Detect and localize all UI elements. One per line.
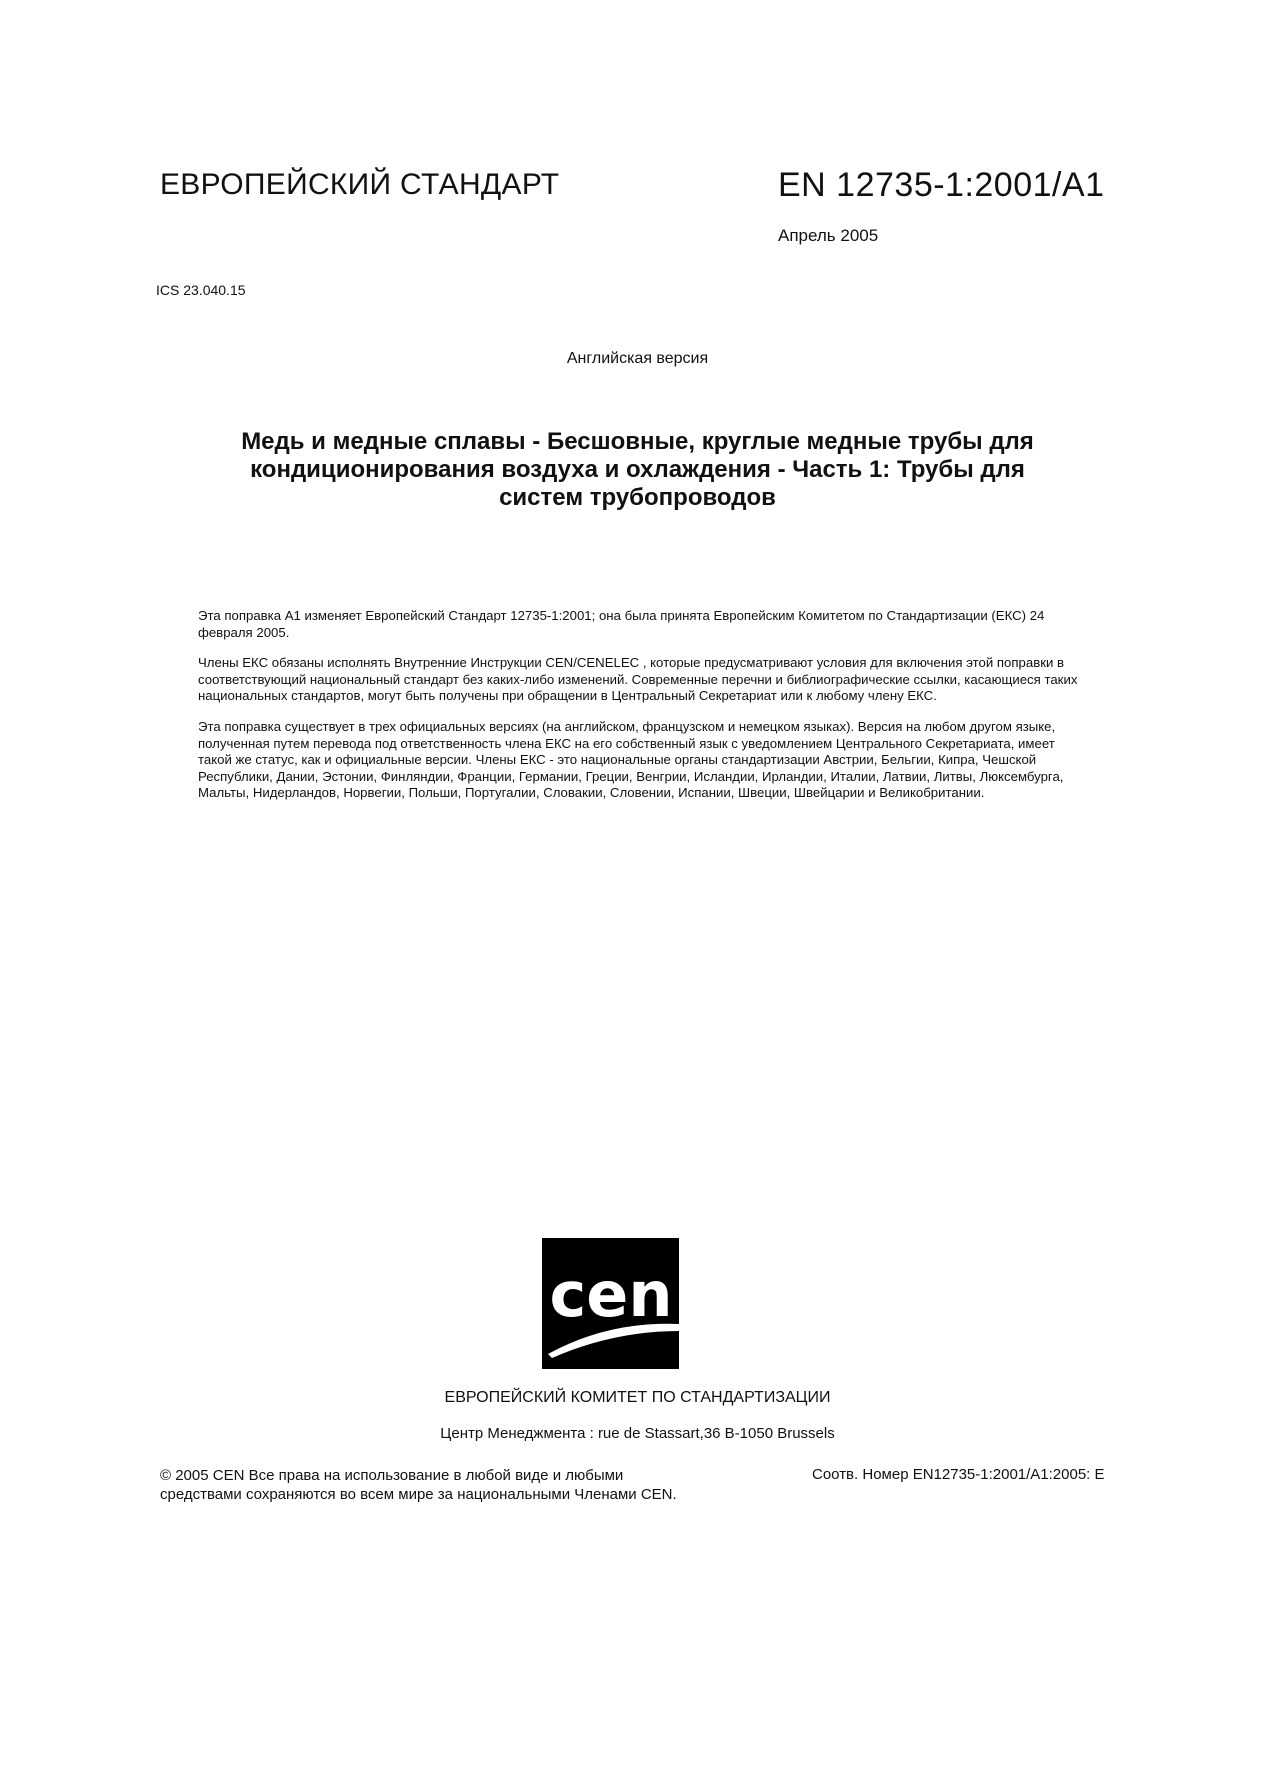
paragraph-obligations: Члены ЕКС обязаны исполнять Внутренние Инструкции CEN/CENELEC , которые предусматривают условия для включения этой поправки в соответствующий национальный стандарт без каких-либо изменений. Современные перечни и библиографические ссылки, касающиеся таких национальных стандартов, могут быть получены при обращении в Центральный Секретариат или к любому члену ЕКС. <box>198 655 1078 704</box>
body-text <box>198 608 1078 816</box>
document-type-heading: ЕВРОПЕЙСКИЙ СТАНДАРТ <box>160 168 560 201</box>
copyright-line: © 2005 CEN Все права на использование в любой виде и любыми <box>160 1467 624 1484</box>
document-title <box>200 428 1075 512</box>
copyright-line: средствами сохраняются во всем мире за национальными Членами CEN. <box>160 1486 677 1503</box>
management-address: Центр Менеджмента : rue de Stassart,36 B-1050 Brussels <box>440 1425 835 1442</box>
committee-name: ЕВРОПЕЙСКИЙ КОМИТЕТ ПО СТАНДАРТИЗАЦИИ <box>444 1389 831 1406</box>
version-note: Английская версия <box>566 350 709 367</box>
logo-text: cen <box>549 1258 673 1331</box>
publication-date: Апрель 2005 <box>778 226 879 245</box>
paragraph-versions: Эта поправка существует в трех официальных версиях (на английском, французском и немецком языках). Версия на любом другом языке, полученная путем перевода под ответственность члена ЕКС на его собственный язык с уведомлением Центрального Секретариата, имеет такой же статус, как и официальные версии. Члены ЕКС - это национальные органы стандартизации Австрии, Бельгии, Кипра, Чешской Республики, Дании, Эстонии, Финляндии, Франции, Германии, Греции, Венгрии, Исландии, Ирландии, Италии, Латвии, Литвы, Люксембурга, Мальты, Нидерландов, Норвегии, Польши, Португалии, Словакии, Словении, Испании, Швеции, Швейцарии и Великобритании. <box>198 718 1064 801</box>
title-line: Медь и медные сплавы - Бесшовные, круглые медные трубы для <box>241 428 1034 455</box>
copyright-notice <box>160 1466 760 1504</box>
ics-code: ICS 23.040.15 <box>156 282 246 298</box>
title-line: систем трубопроводов <box>499 484 776 511</box>
standard-number: EN 12735-1:2001/A1 <box>778 166 1105 204</box>
cen-logo-icon <box>538 1236 683 1371</box>
title-line: кондиционирования воздуха и охлаждения - Часть 1: Трубы для <box>250 456 1025 483</box>
reference-number: Соотв. Номер EN12735-1:2001/A1:2005: E <box>812 1466 1105 1483</box>
paragraph-amendment: Эта поправка А1 изменяет Европейский Стандарт 12735-1:2001; она была принята Европейским Комитетом по Стандартизации (ЕКС) 24 февраля 2005. <box>198 608 1045 640</box>
